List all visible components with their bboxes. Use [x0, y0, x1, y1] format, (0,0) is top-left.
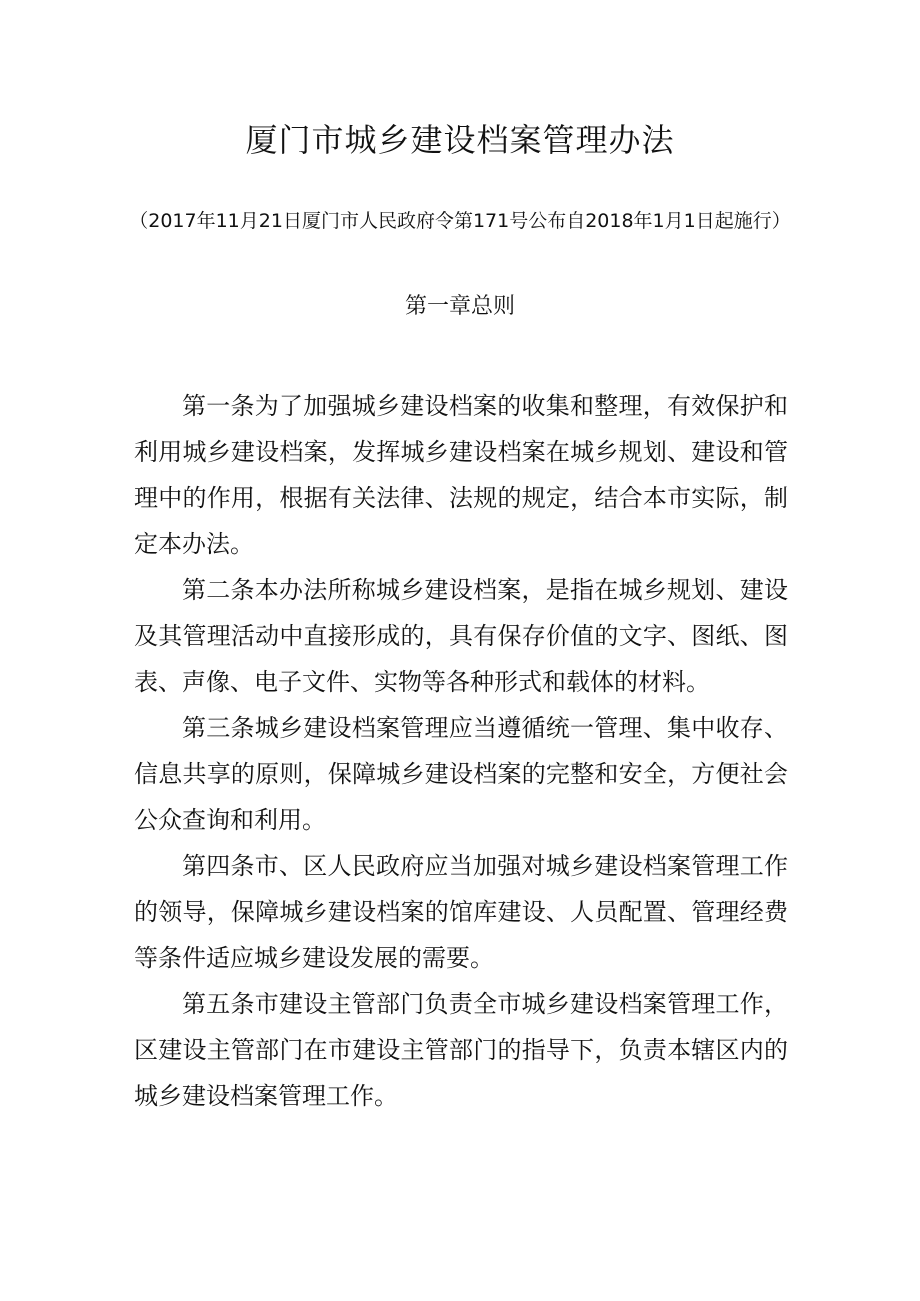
article-5: 第五条市建设主管部门负责全市城乡建设档案管理工作，区建设主管部门在市建设主管部门的指导下，负责本辖区内的城乡建设档案管理工作。	[134, 990, 788, 1110]
chapter-title: 第一章总则	[404, 294, 515, 319]
article-1: 第一条为了加强城乡建设档案的收集和整理，有效保护和利用城乡建设档案，发挥城乡建设档案在城乡规划、建设和管理中的作用，根据有关法律、法规的规定，结合本市实际，制定本办法。	[134, 392, 788, 558]
article-3: 第三条城乡建设档案管理应当遵循统一管理、集中收存、信息共享的原则，保障城乡建设档案的完整和安全，方便社会公众查询和利用。	[134, 714, 788, 834]
article-4: 第四条市、区人民政府应当加强对城乡建设档案管理工作的领导，保障城乡建设档案的馆库建设、人员配置、管理经费等条件适应城乡建设发展的需要。	[134, 852, 788, 972]
article-2: 第二条本办法所称城乡建设档案，是指在城乡规划、建设及其管理活动中直接形成的，具有保存价值的文字、图纸、图表、声像、电子文件、实物等各种形式和载体的材料。	[134, 576, 788, 696]
document-subtitle: （2017年11月21日厦门市人民政府令第171号公布自2018年1月1日起施行）	[129, 210, 791, 232]
article-list	[134, 383, 788, 1119]
document-title: 厦门市城乡建设档案管理办法	[245, 121, 675, 159]
